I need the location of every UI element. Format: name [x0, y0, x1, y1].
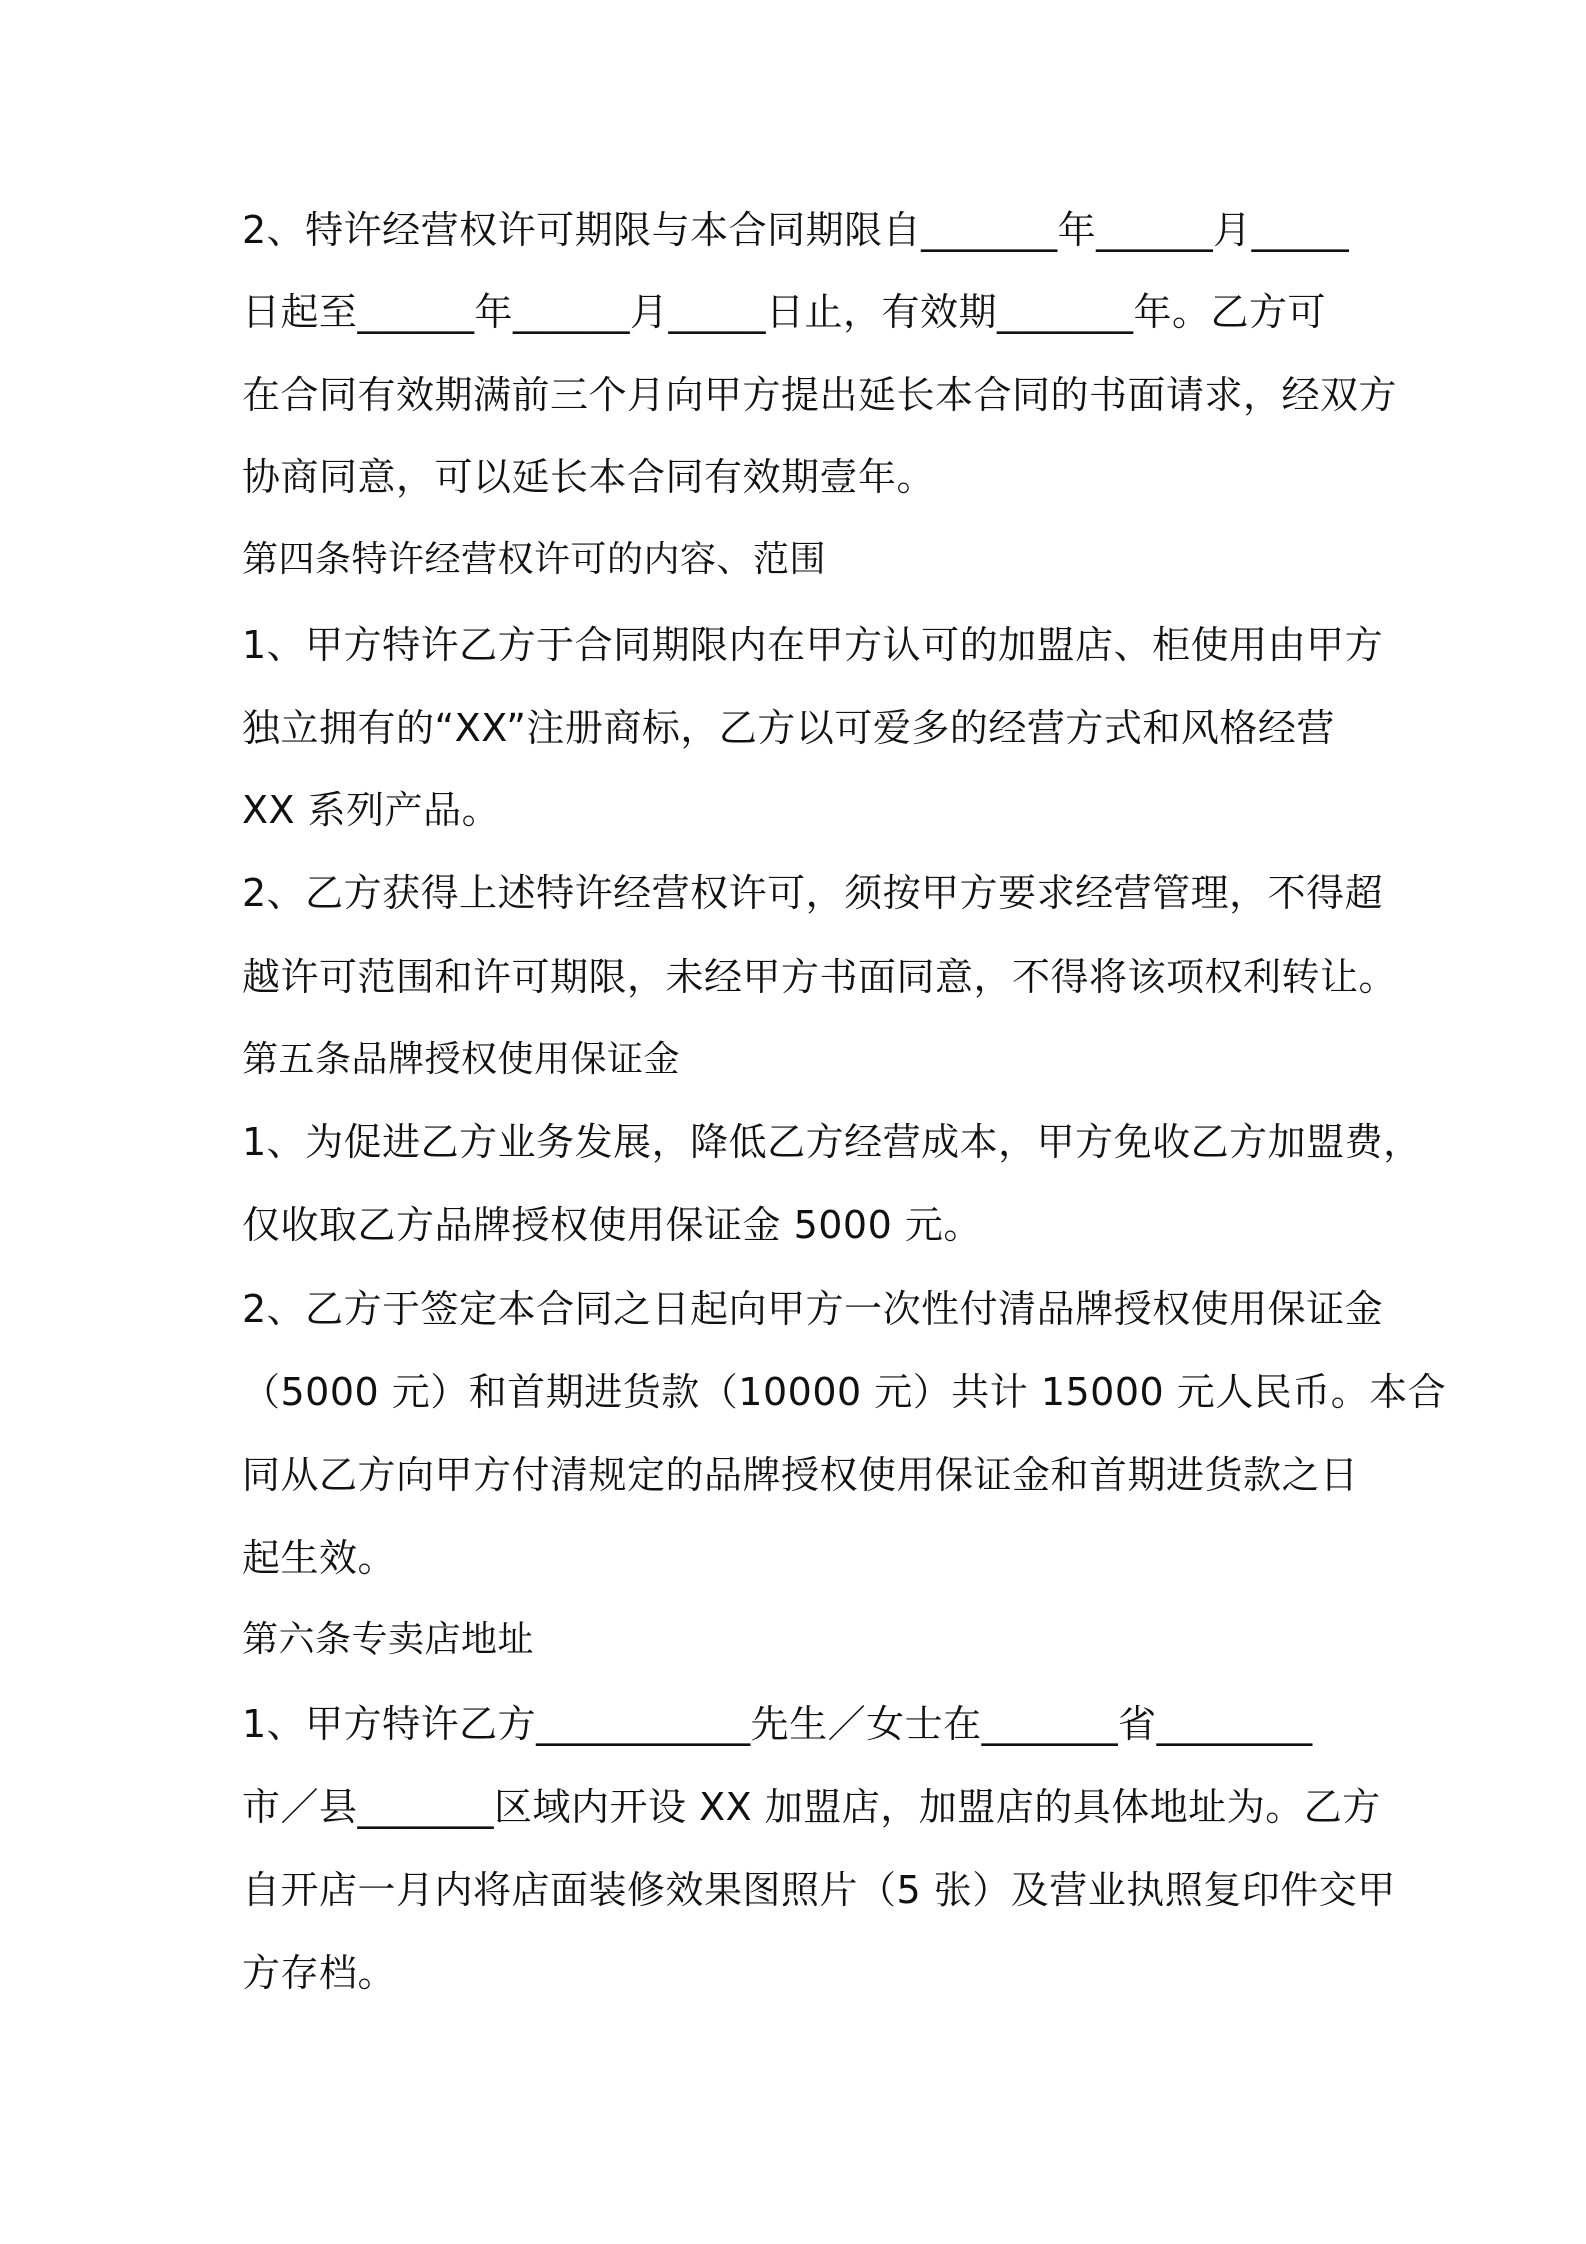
clause-5-2-line-1: 2、乙方于签定本合同之日起向甲方一次性付清品牌授权使用保证金	[242, 1287, 1384, 1331]
clause-4-1-line-2: 独立拥有的“XX”注册商标，乙方以可爱多的经营方式和风格经营	[242, 706, 1335, 750]
clause-6-1-line-2: 市／县_______区域内开设 XX 加盟店，加盟店的具体地址为。乙方	[242, 1785, 1381, 1829]
clause-5-1-line-1: 1、为促进乙方业务发展，降低乙方经营成本，甲方免收乙方加盟费，	[242, 1120, 1422, 1164]
clause-3-2-line-4: 协商同意，可以延长本合同有效期壹年。	[242, 455, 936, 499]
clause-4-1-line-1: 1、甲方特许乙方于合同期限内在甲方认可的加盟店、柜使用由甲方	[242, 623, 1384, 667]
clause-5-1-line-2: 仅收取乙方品牌授权使用保证金 5000 元。	[242, 1203, 982, 1247]
clause-3-2-line-1: 2、特许经营权许可期限与本合同期限自_______年______月_____	[242, 208, 1350, 252]
clause-4-2-line-1: 2、乙方获得上述特许经营权许可，须按甲方要求经营管理，不得超	[242, 871, 1384, 915]
article-6-heading: 第六条专卖店地址	[242, 1619, 535, 1660]
clause-6-1-line-3: 自开店一月内将店面装修效果图照片（5 张）及营业执照复印件交甲	[242, 1868, 1396, 1912]
clause-5-2-line-3: 同从乙方向甲方付清规定的品牌授权使用保证金和首期进货款之日	[242, 1453, 1359, 1497]
clause-4-1-line-3: XX 系列产品。	[242, 788, 501, 832]
clause-5-2-line-4: 起生效。	[242, 1536, 397, 1580]
article-5-heading: 第五条品牌授权使用保证金	[242, 1039, 681, 1080]
clause-6-1-line-1: 1、甲方特许乙方___________先生／女士在_______省________	[242, 1702, 1313, 1746]
clause-3-2-line-2: 日起至______年______月_____日止，有效期_______年。乙方可	[242, 290, 1327, 334]
clause-5-2-line-2: （5000 元）和首期进货款（10000 元）共计 15000 元人民币。本合	[242, 1370, 1447, 1414]
clause-4-2-line-2: 越许可范围和许可期限，未经甲方书面同意，不得将该项权利转让。	[242, 955, 1398, 999]
clause-6-1-line-4: 方存档。	[242, 1951, 397, 1995]
clause-3-2-line-3: 在合同有效期满前三个月向甲方提出延长本合同的书面请求，经双方	[242, 373, 1398, 417]
article-4-heading: 第四条特许经营权许可的内容、范围	[242, 539, 827, 580]
